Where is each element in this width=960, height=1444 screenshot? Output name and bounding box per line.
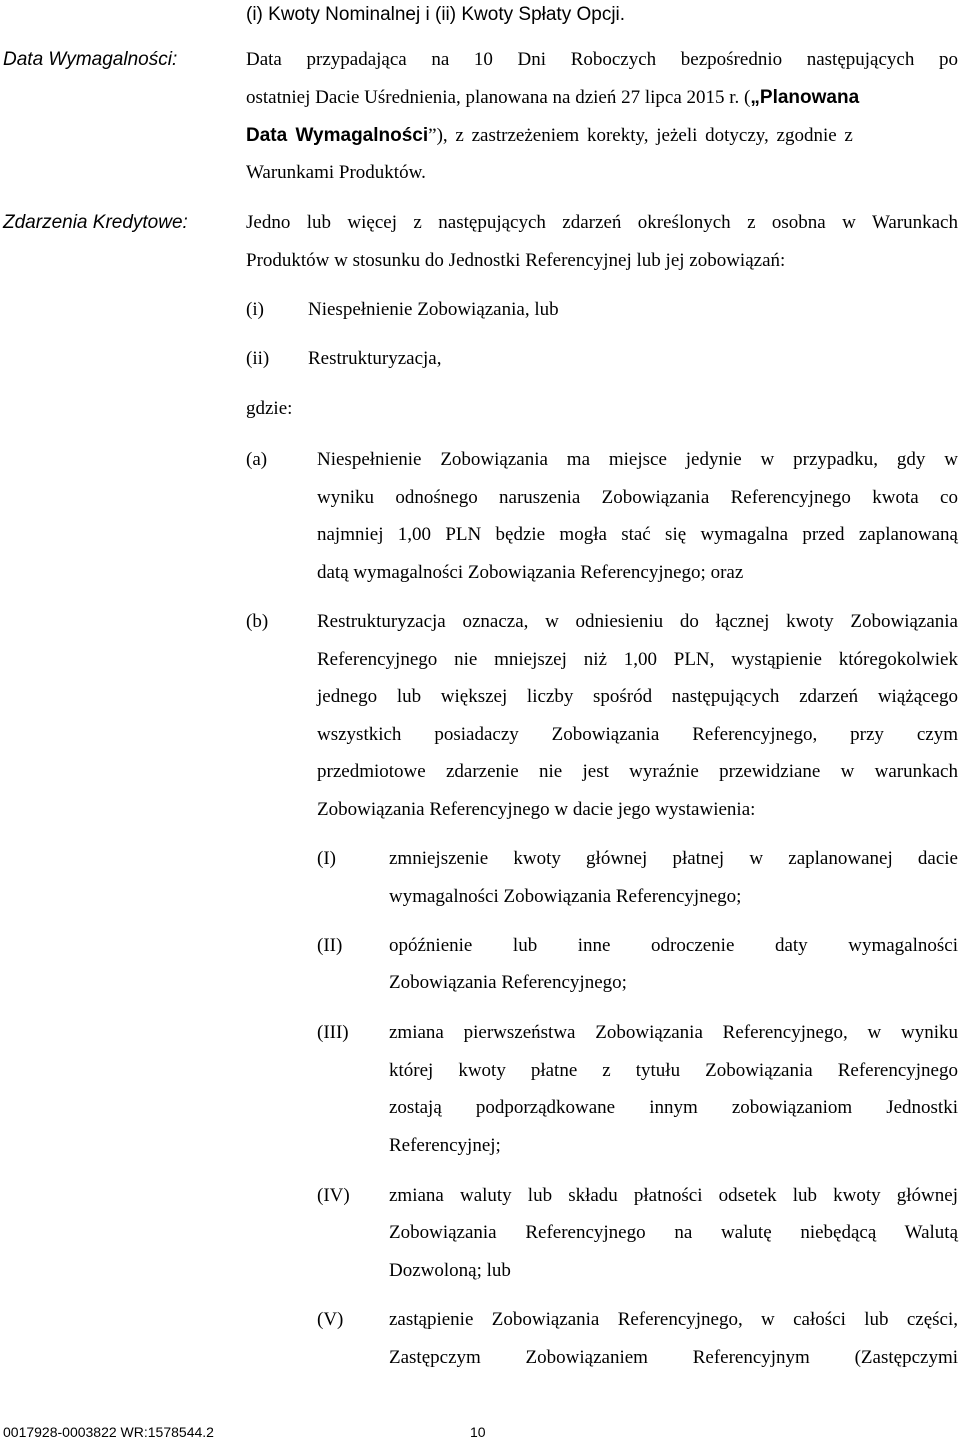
zdarzenia-intro-line-1: Jedno lub więcej z następujących zdarzeń określonych z osobna w Warunkach xyxy=(246,212,958,233)
data-wymagalnosci-line-2 xyxy=(246,87,958,109)
clause-b-line-1: Restrukturyzacja oznacza, w odniesieniu do łącznej kwoty Zobowiązania xyxy=(317,611,958,632)
clause-b-line-5: przedmiotowe zdarzenie nie jest wyraźnie przewidziane w warunkach xyxy=(317,761,958,782)
data-wymagalnosci-line-3-text: ”), z zastrzeżeniem korekty, jeżeli dotyczy, zgodnie z xyxy=(428,125,853,146)
clause-b-line-6: Zobowiązania Referencyjnego w dacie jego wystawienia: xyxy=(317,799,756,820)
gdzie-label: gdzie: xyxy=(246,398,293,419)
clause-b-line-4: wszystkich posiadaczy Zobowiązania Referencyjnego, przy czym xyxy=(317,724,958,745)
top-line: (i) Kwoty Nominalnej i (ii) Kwoty Spłaty Opcji. xyxy=(246,4,626,25)
sub-I-line-2: wymagalności Zobowiązania Referencyjnego; xyxy=(389,886,742,907)
sub-V-line-2: Zastępczym Zobowiązaniem Referencyjnym (Zastępczymi xyxy=(389,1347,958,1368)
clause-b-line-3: jednego lub większej liczby spośród następujących zdarzeń wiążącego xyxy=(317,686,958,707)
data-wymagalnosci-line-2-text: ostatniej Dacie Uśrednienia, planowana na dzień 27 lipca 2015 r. ( xyxy=(246,87,751,108)
sub-III-line-2: której kwoty płatne z tytułu Zobowiązania Referencyjnego xyxy=(389,1060,958,1081)
zdarzenia-kredytowe-label: Zdarzenia Kredytowe: xyxy=(3,212,188,233)
clause-a-line-4: datą wymagalności Zobowiązania Referencyjnego; oraz xyxy=(317,562,744,583)
item-i-number: (i) xyxy=(246,299,264,320)
sub-II-number: (II) xyxy=(317,935,343,956)
sub-IV-line-1: zmiana waluty lub składu płatności odsetek lub kwoty głównej xyxy=(389,1185,958,1206)
sub-III-line-1: zmiana pierwszeństwa Zobowiązania Referencyjnego, w wyniku xyxy=(389,1022,958,1043)
footer-doc-id: 0017928-0003822 WR:1578544.2 xyxy=(3,1424,214,1440)
sub-V-line-1: zastąpienie Zobowiązania Referencyjnego, w całości lub części, xyxy=(389,1309,958,1330)
item-ii-number: (ii) xyxy=(246,348,270,369)
sub-I-number: (I) xyxy=(317,848,336,869)
sub-IV-line-2: Zobowiązania Referencyjnego na walutę niebędącą Walutą xyxy=(389,1222,958,1243)
sub-III-line-4: Referencyjnej; xyxy=(389,1135,501,1156)
clause-a-line-3: najmniej 1,00 PLN będzie mogła stać się wymagalna przed zaplanowaną xyxy=(317,524,958,545)
zdarzenia-intro-line-2: Produktów w stosunku do Jednostki Referencyjnej lub jej zobowiązań: xyxy=(246,250,786,271)
item-i-text: Niespełnienie Zobowiązania, lub xyxy=(308,299,559,320)
item-ii-text: Restrukturyzacja, xyxy=(308,348,442,369)
planowana-term: „Planowana xyxy=(750,87,860,108)
sub-IV-line-3: Dozwoloną; lub xyxy=(389,1260,511,1281)
data-wymagalnosci-line-3 xyxy=(246,125,958,147)
sub-IV-number: (IV) xyxy=(317,1185,350,1206)
sub-III-line-3: zostają podporządkowane innym zobowiązaniom Jednostki xyxy=(389,1097,958,1118)
data-wymagalnosci-term: Data Wymagalności xyxy=(246,125,429,146)
sub-III-number: (III) xyxy=(317,1022,349,1043)
sub-I-line-1: zmniejszenie kwoty głównej płatnej w zaplanowanej dacie xyxy=(389,848,958,869)
sub-II-line-2: Zobowiązania Referencyjnego; xyxy=(389,972,627,993)
data-wymagalnosci-line-4: Warunkami Produktów. xyxy=(246,162,426,183)
sub-V-number: (V) xyxy=(317,1309,344,1330)
clause-a-number: (a) xyxy=(246,449,268,470)
sub-II-line-1: opóźnienie lub inne odroczenie daty wymagalności xyxy=(389,935,958,956)
clause-b-number: (b) xyxy=(246,611,269,632)
clause-a-line-1: Niespełnienie Zobowiązania ma miejsce jedynie w przypadku, gdy w xyxy=(317,449,958,470)
clause-b-line-2: Referencyjnego nie mniejszej niż 1,00 PLN, wystąpienie któregokolwiek xyxy=(317,649,958,670)
data-wymagalnosci-line-1: Data przypadająca na 10 Dni Roboczych bezpośrednio następujących po xyxy=(246,49,958,70)
footer-page-number: 10 xyxy=(470,1424,486,1440)
data-wymagalnosci-label: Data Wymagalności: xyxy=(3,49,178,70)
clause-a-line-2: wyniku odnośnego naruszenia Zobowiązania Referencyjnego kwota co xyxy=(317,487,958,508)
